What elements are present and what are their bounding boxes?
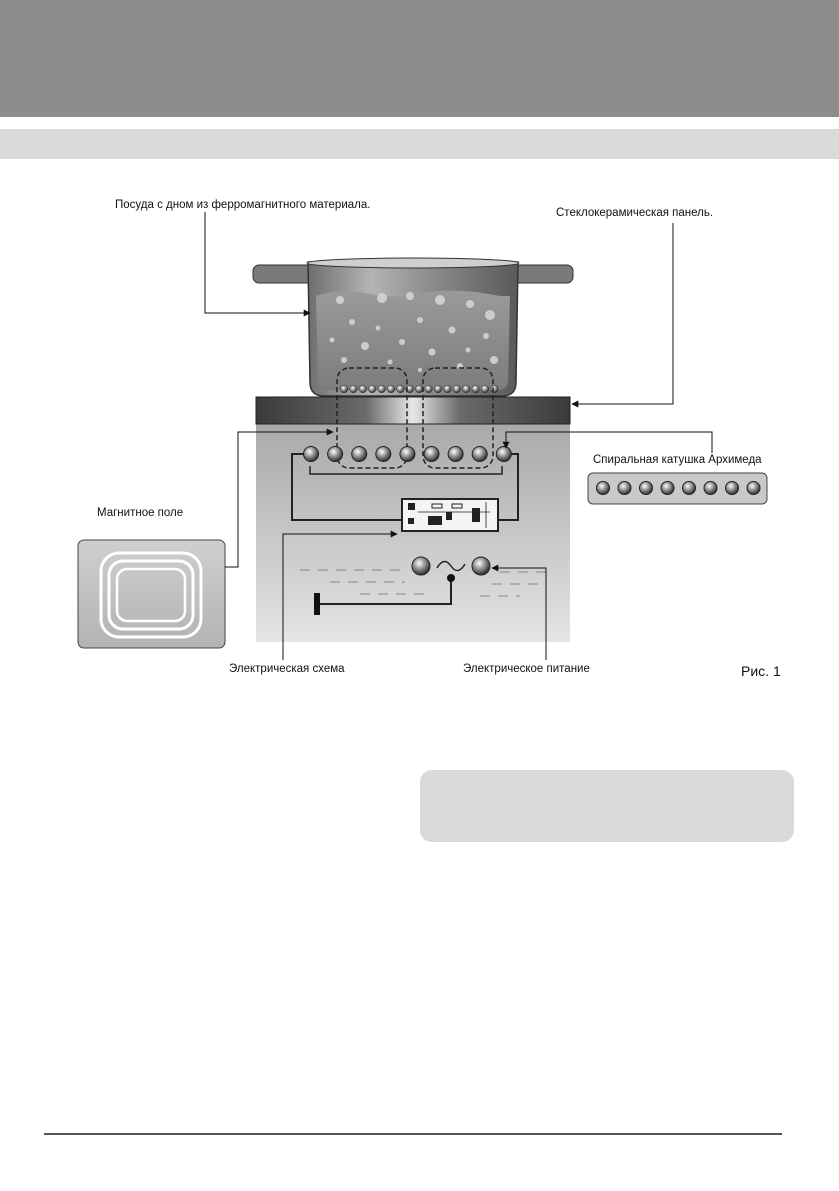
pot-bottom-coil bbox=[491, 385, 499, 393]
ground-node bbox=[447, 574, 455, 582]
note-box bbox=[420, 770, 794, 842]
spiral-coil-turn bbox=[618, 482, 631, 495]
label-glass-panel: Стеклокерамическая панель. bbox=[556, 207, 714, 219]
power-terminal-left bbox=[412, 557, 430, 575]
pot-bottom-coil bbox=[415, 385, 423, 393]
label-power-supply: Электрическое питание bbox=[463, 663, 590, 675]
label-magnetic-field: Магнитное поле bbox=[97, 507, 184, 519]
spiral-coil-turn bbox=[640, 482, 653, 495]
leader-cookware bbox=[205, 212, 310, 313]
figure-caption: Рис. 1 bbox=[741, 663, 781, 679]
pot-bottom-coil bbox=[425, 385, 433, 393]
label-circuit: Электрическая схема bbox=[229, 663, 345, 675]
spiral-coil-turn bbox=[704, 482, 717, 495]
coil-turn bbox=[472, 447, 487, 462]
pot-bottom-coil bbox=[350, 385, 358, 393]
coil-turn bbox=[448, 447, 463, 462]
coil-turn bbox=[496, 447, 511, 462]
pot-bottom-coil bbox=[368, 385, 376, 393]
pot-bottom-coil bbox=[340, 385, 348, 393]
spiral-coil-turn bbox=[747, 482, 760, 495]
pot-bottom-coil bbox=[387, 385, 395, 393]
pot-rim bbox=[307, 258, 519, 268]
glass-ceramic-panel bbox=[256, 397, 570, 424]
coil-turn bbox=[424, 447, 439, 462]
pot-bottom-coil bbox=[397, 385, 405, 393]
spiral-coil-turn bbox=[661, 482, 674, 495]
footer-rule bbox=[44, 1133, 782, 1135]
spiral-coil-turn bbox=[683, 482, 696, 495]
power-terminal-right bbox=[472, 557, 490, 575]
induction-diagram bbox=[0, 160, 839, 700]
spiral-coil-turn bbox=[597, 482, 610, 495]
pot-bottom-coil bbox=[359, 385, 367, 393]
pot-bottom-coils bbox=[340, 385, 498, 393]
leader-panel bbox=[572, 223, 673, 404]
header-band bbox=[0, 0, 839, 117]
coil-turn bbox=[352, 447, 367, 462]
pot-bottom-coil bbox=[462, 385, 470, 393]
coil-turn bbox=[304, 447, 319, 462]
pot-bottom-coil bbox=[434, 385, 442, 393]
coil-balls bbox=[304, 447, 512, 462]
spiral-coil-panel bbox=[588, 473, 767, 504]
pot-water bbox=[316, 291, 510, 390]
label-spiral-coil: Спиральная катушка Архимеда bbox=[593, 454, 762, 466]
label-cookware: Посуда с дном из ферромагнитного материала. bbox=[115, 199, 371, 211]
coil-turn bbox=[328, 447, 343, 462]
pot-bottom-coil bbox=[378, 385, 386, 393]
spiral-coil-turn bbox=[726, 482, 739, 495]
ground-plate bbox=[314, 593, 320, 615]
pot-bottom-coil bbox=[453, 385, 461, 393]
coil-turn bbox=[400, 447, 415, 462]
pot-bottom-coil bbox=[481, 385, 489, 393]
pot-bottom-coil bbox=[472, 385, 480, 393]
subheader-band bbox=[0, 129, 839, 159]
pot-bottom-coil bbox=[444, 385, 452, 393]
coil-turn bbox=[376, 447, 391, 462]
